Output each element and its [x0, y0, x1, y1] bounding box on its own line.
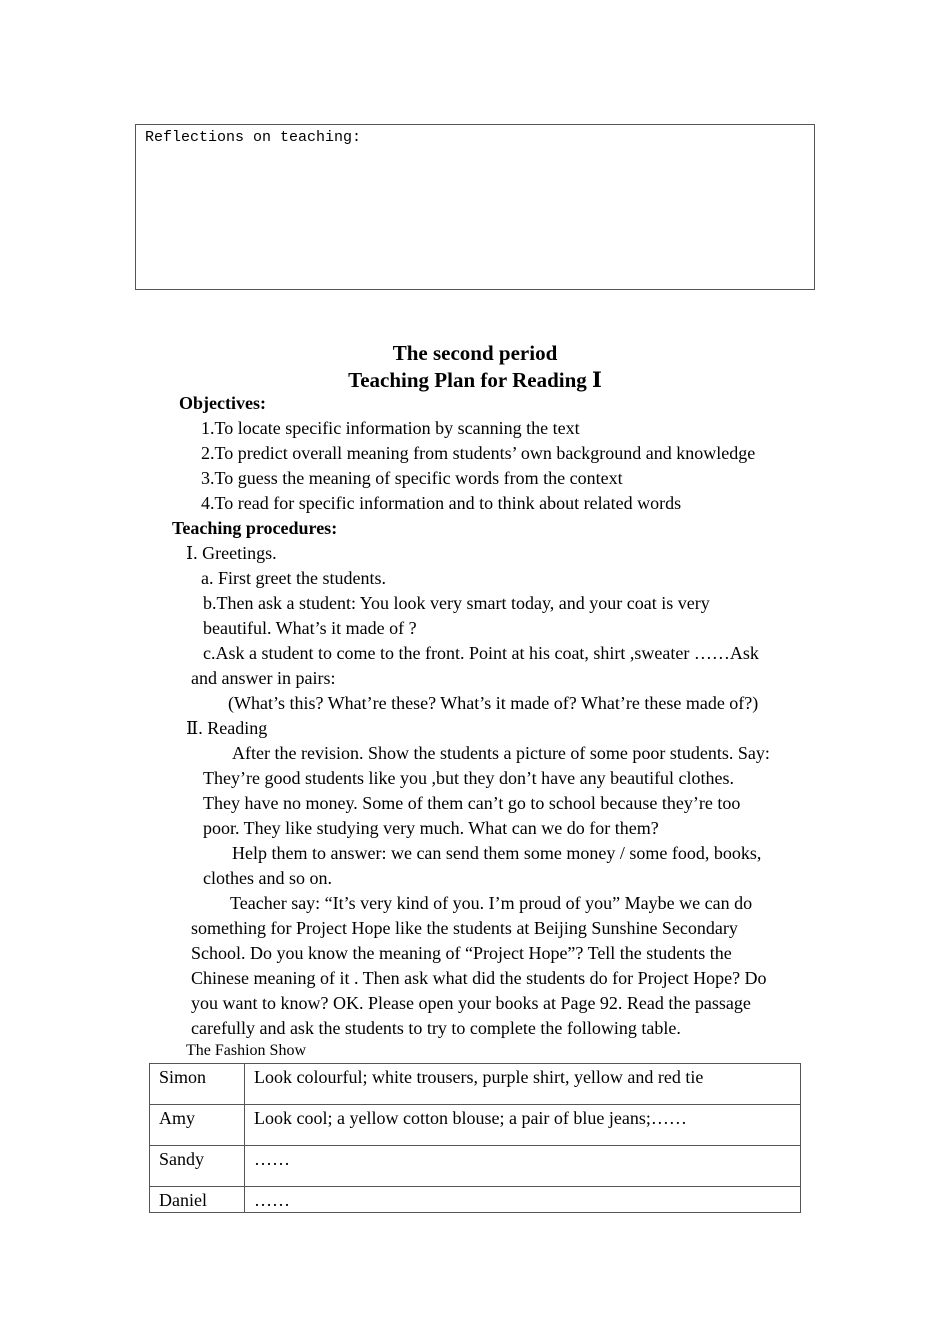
outfit-description-cell: Look colourful; white trousers, purple shirt, yellow and red tie — [245, 1064, 801, 1105]
objectives-heading: Objectives: — [179, 393, 266, 413]
reading-heading: Ⅱ. Reading — [186, 718, 268, 738]
greetings-questions: (What’s this? What’re these? What’s it made of? What’re these made of?) — [228, 693, 759, 713]
table-caption: The Fashion Show — [186, 1042, 306, 1059]
student-name-cell: Simon — [150, 1064, 245, 1105]
reading-paragraph-line: something for Project Hope like the students at Beijing Sunshine Secondary — [191, 918, 738, 938]
greetings-step-c-cont: and answer in pairs: — [191, 668, 336, 688]
objective-item: 3.To guess the meaning of specific words from the context — [201, 468, 623, 488]
student-name-cell: Sandy — [150, 1146, 245, 1187]
reflections-box — [135, 124, 815, 290]
plan-title: Teaching Plan for Reading Ⅰ — [348, 368, 602, 392]
outfit-description-cell: Look cool; a yellow cotton blouse; a pair of blue jeans;…… — [245, 1105, 801, 1146]
student-name-cell: Amy — [150, 1105, 245, 1146]
reading-paragraph-line: School. Do you know the meaning of “Project Hope”? Tell the students the — [191, 943, 732, 963]
outfit-description-cell: …… — [245, 1187, 801, 1213]
fashion-show-table — [149, 1063, 801, 1213]
reading-paragraph-line: Help them to answer: we can send them some money / some food, books, — [232, 843, 762, 863]
reading-paragraph-line: Chinese meaning of it . Then ask what did the students do for Project Hope? Do — [191, 968, 767, 988]
reading-paragraph-line: carefully and ask the students to try to complete the following table. — [191, 1018, 681, 1038]
table-row — [150, 1187, 801, 1213]
outfit-description-cell: …… — [245, 1146, 801, 1187]
reading-paragraph-line: They have no money. Some of them can’t go to school because they’re too — [203, 793, 741, 813]
procedures-heading: Teaching procedures: — [172, 518, 338, 538]
reading-paragraph-line: clothes and so on. — [203, 868, 332, 888]
greetings-step-b: b.Then ask a student: You look very smart today, and your coat is very — [203, 593, 710, 613]
objective-item: 2.To predict overall meaning from students’ own background and knowledge — [201, 443, 756, 463]
objective-item: 1.To locate specific information by scanning the text — [201, 418, 580, 438]
reading-paragraph-line: They’re good students like you ,but they don’t have any beautiful clothes. — [203, 768, 735, 788]
greetings-heading: Ⅰ. Greetings. — [186, 543, 277, 563]
table-row — [150, 1105, 801, 1146]
reflections-label: Reflections on teaching: — [145, 129, 362, 146]
greetings-step-b-cont: beautiful. What’s it made of ? — [203, 618, 417, 638]
greetings-step-a: a. First greet the students. — [201, 568, 386, 588]
student-name-cell: Daniel — [150, 1187, 245, 1213]
objective-item: 4.To read for specific information and to think about related words — [201, 493, 682, 513]
reading-paragraph-line: you want to know? OK. Please open your books at Page 92. Read the passage — [191, 993, 751, 1013]
table-row — [150, 1064, 801, 1105]
reading-paragraph-line: After the revision. Show the students a picture of some poor students. Say: — [232, 743, 770, 763]
reading-paragraph-line: Teacher say: “It’s very kind of you. I’m proud of you” Maybe we can do — [230, 893, 753, 913]
greetings-step-c: c.Ask a student to come to the front. Point at his coat, shirt ,sweater ……Ask — [203, 643, 759, 663]
table-row — [150, 1146, 801, 1187]
reading-paragraph-line: poor. They like studying very much. What can we do for them? — [203, 818, 659, 838]
period-title: The second period — [392, 341, 558, 365]
